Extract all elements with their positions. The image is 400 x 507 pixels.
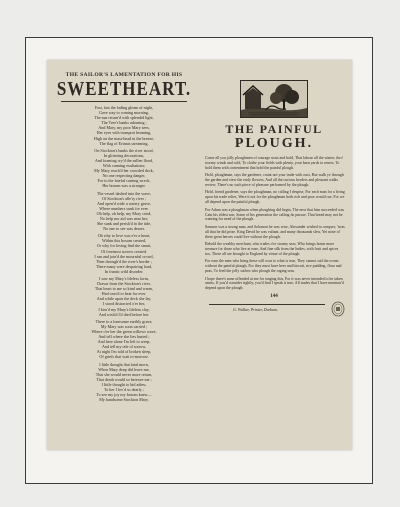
printer-imprint: G. Walker, Printer, Durham. (233, 306, 279, 312)
song-title-the: THE PAINFUL (225, 122, 323, 136)
ballad-title-large: SWEETHEART. (56, 77, 192, 100)
imprint-row (203, 301, 345, 317)
broadside-sheet (47, 60, 352, 450)
ballad-title-small: THE SAILOR'S LAMENTATION FOR HIS (65, 72, 183, 78)
imprint-rule (209, 304, 325, 305)
song-verse: Samson was a strong man, and Solomon he was wise, Alexander wished to conquer, 'twas all that he did prize. King David he was valiant, and many thousands slew, Yet none of these great heroes could live without the plough. (205, 224, 345, 239)
stanza: On Stockton's banks the river stood, In glittering decorations, And foaming cry'd the sullen flood, With cunning exultations; My Mary reach'd her crowded deck, No one respecting danger, For to the fateful coming wreck, Her bosom was a stranger. (94, 147, 154, 189)
left-column (55, 72, 193, 444)
farm-scene-woodcut-icon (240, 80, 308, 118)
song-verse: Hold, ploughman, says the gardener, count not your trade with ours, But walk ye through the garden and view the early flowers, And all the curious borders and pleasant walks review, There's no such piece of pleasure performed by the plough. (205, 173, 344, 188)
stanza: The vessel dashed into the wave, Of Stockton's alle'ry river ; And open'd wide a watery grave, Where numbers sunk for ever. Oh help, oh help, my Mary cried, No help nor aid was near her, She sunk and perish'd in the tide, No one to see was dearer. (96, 190, 152, 232)
song-verse: For Adam was a ploughman when ploughing did begin, The next that him succeeded was Cain his eldest son, Some of his generation the calling do pursue, That bread may not be wanting for need of the plough. (205, 207, 344, 222)
song-verse: For ease the men who bring these will own to what is true, They cannot sail the ocean without the painful plough, For they must have beer and biscuit, rice pudding, flour and peas, To feed the jolly sailors who plough the raging seas. (205, 259, 342, 274)
stanza: Oh why to love was e'er a heart, Within this bosom created, Or why for loving find the smart, Of foremost sorrow created. I ran and join'd the mournful crowd, Then through'd the river's border ; There many were despairing loud, In frantic wild disorder. (94, 233, 154, 274)
title-rule (61, 101, 187, 102)
sheet-number: 144 (270, 293, 278, 299)
song-verse: Hold, friend gardener, says the ploughman, no calling I despise, For each man for a living upon his trade relies, Were it not for the ploughman both rich and poor would rue, For we all depend upon the painful plough. (205, 190, 345, 205)
right-column (203, 80, 345, 444)
song-verse: Behold the wealthy merchant, who trades o'er stormy seas, Who brings home more treasure for those who live at ease, And fine silk from the Indies, with fruit and spices too, These all are brought to England by virtue of the plough. (205, 242, 339, 256)
song-title-plough: PLOUGH. (234, 136, 314, 151)
stanza: There to a lonesome earthly grave, My Mary was soon carried ; Where o'er her the green willows wave, And tell where she lies buried ; And here alone I'm left to weep, And tell my tale of sorrow, At night I'm told of broken sleep, Of griefs that wait to-morrow. (91, 318, 157, 360)
stanza: Fast, fast the fading gleam of night, Gave way to coming morning, The sun return'd with splendid light, The Tree's banks adorning ; And Mary, my poor Mary sees, Her eyes with transport beaming, High on the mast-head in the breeze, The flag of Erinnis streaming. (93, 105, 155, 146)
stanza: I saw my Mary's lifeless form, Drawn from the Stockton's river, That heart to me so kind and warm, Had ceas'd to beat for ever. And while upon the deck she lay, I stood distracted o'er her, I kiss'd my Mary's lifeless clay, And wish'd I'd died before her. (94, 276, 154, 317)
stanza: I little thought that fatal morn, When Mary deep did leave me, That she would never more return, That death would so bereave me ; I little thought to bid adieu, To her I lov'd so dearly ; To see my joy my bosom knew— My handsome Stockton Mary. (95, 361, 153, 403)
song-verse: I hope there's none offended at me for singing this, For it was never intended to be taken amiss, If you'd consider rightly, you'd find I speak it true, All trades that I have mention'd depend upon the plough. (205, 276, 344, 291)
library-stamp-icon (331, 301, 345, 317)
song-verse: Come all you jolly ploughmen of courage stout and bold, That labour all the winter, thro' stormy winds and cold, To clothe your fields with plenty, your barn yards to renew, To hold them with contentment that hold the painful plough. (205, 156, 344, 170)
